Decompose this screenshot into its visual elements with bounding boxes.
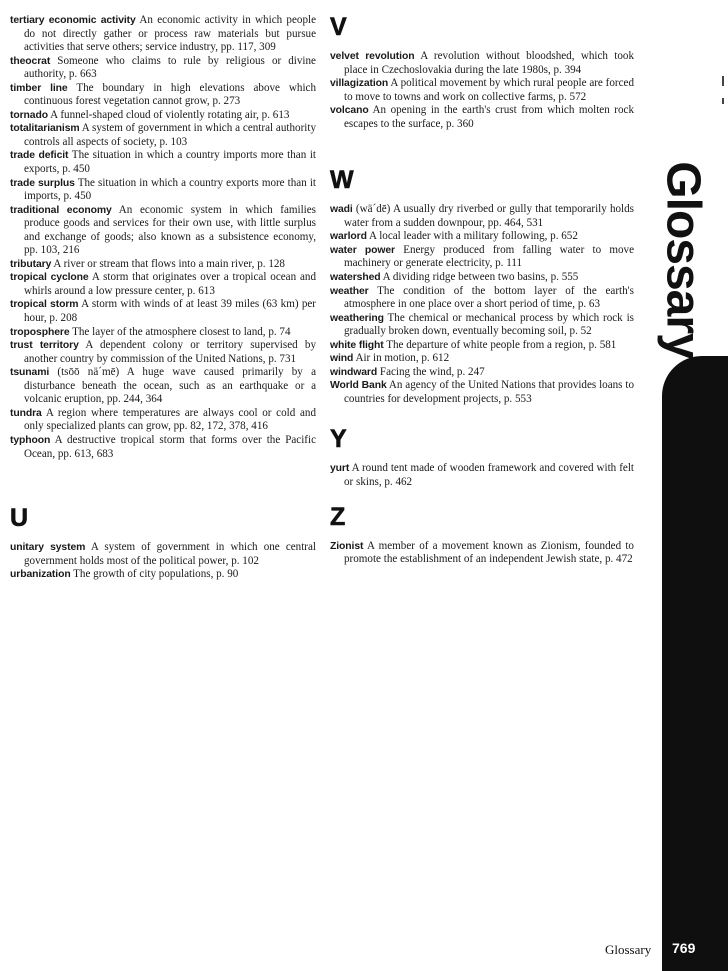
glossary-entry: [10, 258, 316, 272]
glossary-entry: [10, 55, 316, 82]
glossary-definition: A system of government in which one central government holds most of the political power, p. 102: [24, 541, 317, 567]
glossary-entry: [330, 77, 634, 104]
glossary-entry: [10, 339, 316, 366]
glossary-definition: Someone who claims to rule by religious or divine authority, p. 663: [24, 54, 316, 81]
glossary-definition: An opening in the earth's crust from which molten rock escapes to the surface, p. 360: [344, 104, 634, 130]
glossary-entry: [330, 104, 634, 131]
glossary-term: warlord: [330, 231, 367, 243]
glossary-definition: A river or stream that flows into a main river, p. 128: [53, 257, 285, 270]
glossary-term: weather: [330, 285, 369, 297]
glossary-term: theocrat: [10, 55, 51, 67]
glossary-entry: [10, 434, 316, 461]
print-mark: [722, 76, 724, 86]
glossary-term: traditional economy: [10, 204, 112, 216]
glossary-term: totalitarianism: [10, 123, 80, 135]
glossary-definition: The departure of white people from a region, p. 581: [386, 338, 617, 351]
glossary-definition: A member of a movement known as Zionism, founded to promote the establishment of an independent Jewish state, p. 472: [344, 539, 634, 566]
glossary-definition: The condition of the bottom layer of the earth's atmosphere in one place over a short period of time, p. 63: [344, 284, 634, 311]
glossary-definition: An economic system in which families produce goods and services for their own use, with little surplus and exchange of goods; also known as a subsistence economy, pp. 103, 216: [24, 203, 317, 257]
glossary-definition: A funnel-shaped cloud of violently rotating air, p. 613: [50, 108, 290, 121]
glossary-entry: [10, 366, 316, 407]
glossary-definition: A revolution without bloodshed, which took place in Czechoslovakia during the late 1980s, p. 394: [344, 50, 634, 76]
glossary-term: watershed: [330, 272, 381, 284]
glossary-definition: A storm that originates over a tropical ocean and whirls around a low pressure center, p. 613: [24, 271, 317, 297]
glossary-entry: [330, 50, 634, 77]
glossary-definition: A storm with winds of at least 39 miles (63 km) per hour, p. 208: [24, 298, 316, 325]
glossary-term: weathering: [330, 312, 384, 324]
glossary-term: unitary system: [10, 542, 86, 554]
section-letter-w: W: [330, 166, 354, 195]
glossary-definition: The situation in which a country exports more than it imports, p. 450: [24, 176, 316, 203]
glossary-definition: The layer of the atmosphere closest to land, p. 74: [72, 325, 291, 338]
section-letter-z: Z: [330, 502, 346, 531]
glossary-term: urbanization: [10, 569, 71, 581]
glossary-entry: [330, 339, 634, 353]
glossary-entry: [330, 540, 634, 567]
thumb-index-tab: [662, 356, 728, 971]
glossary-entry: [330, 230, 634, 244]
glossary-entry: [330, 352, 634, 366]
glossary-term: tropical storm: [10, 299, 79, 311]
glossary-definition: An agency of the United Nations that provides loans to countries for development projects, p. 553: [344, 379, 634, 405]
glossary-term: tributary: [10, 258, 52, 270]
glossary-definition: A dividing ridge between two basins, p. 555: [382, 271, 579, 284]
glossary-right-column: [330, 14, 634, 567]
glossary-definition: Facing the wind, p. 247: [379, 365, 485, 378]
section-letter-v: V: [330, 13, 347, 41]
glossary-entry: [10, 14, 316, 55]
glossary-entry: [10, 326, 316, 340]
glossary-definition: A region where temperatures are always cool or cold and only specialized plants can grow, pp. 82, 172, 378, 416: [24, 406, 316, 433]
glossary-definition: A political movement by which rural people are forced to move to towns and work on collective farms, p. 572: [344, 77, 634, 103]
glossary-definition: An economic activity in which people do not directly gather or process raw materials but pursue activities that serve others; service industry, pp. 117, 309: [24, 14, 317, 54]
glossary-term: wind: [330, 353, 354, 365]
glossary-entry: [330, 312, 634, 339]
glossary-definition: The situation in which a country imports more than it exports, p. 450: [24, 149, 316, 176]
glossary-definition: Air in motion, p. 612: [355, 352, 450, 365]
glossary-definition: (tsōō nä´mē) A huge wave caused primarily by a disturbance beneath the ocean, such as an earthquake or a volcanic eruption, pp. 244, 364: [24, 366, 316, 406]
glossary-entry: [10, 122, 316, 149]
glossary-entry: [330, 271, 634, 285]
glossary-term: troposphere: [10, 326, 70, 338]
glossary-entry: [330, 244, 634, 271]
glossary-definition: A destructive tropical storm that forms over the Pacific Ocean, pp. 613, 683: [24, 433, 316, 460]
glossary-entry: [10, 82, 316, 109]
side-tab-title-text: Glossary: [656, 161, 710, 359]
section-letter-y: Y: [330, 425, 347, 454]
side-tab-title: [654, 161, 712, 359]
glossary-definition: The boundary in high elevations above which continuous forest vegetation cannot grow, p. 273: [24, 81, 316, 108]
glossary-definition: The chemical or mechanical process by which rock is gradually broken down, eventually becoming soil, p. 52: [344, 311, 634, 338]
glossary-term: velvet revolution: [330, 51, 415, 62]
glossary-entry: [330, 462, 634, 489]
glossary-entry: [10, 298, 316, 325]
footer-section-label: Glossary: [605, 942, 652, 957]
glossary-term: trade surplus: [10, 177, 75, 189]
glossary-entry: [10, 149, 316, 176]
glossary-definition: A round tent made of wooden framework and covered with felt or skins, p. 462: [344, 462, 634, 489]
glossary-entry: [10, 541, 316, 568]
section-letter-u: U: [10, 504, 29, 533]
glossary-term: timber line: [10, 82, 68, 94]
glossary-term: Zionist: [330, 540, 364, 552]
glossary-definition: Energy produced from falling water to move machinery or generate electricity, p. 111: [344, 243, 634, 270]
glossary-entry: [10, 407, 316, 434]
glossary-term: volcano: [330, 105, 369, 117]
glossary-term: tornado: [10, 109, 48, 121]
glossary-term: typhoon: [10, 434, 51, 446]
glossary-entry: [330, 285, 634, 312]
glossary-entry: [10, 109, 316, 123]
glossary-term: villagization: [330, 78, 389, 90]
glossary-term: trade deficit: [10, 150, 69, 162]
glossary-definition: A local leader with a military following, p. 652: [369, 230, 578, 243]
glossary-entry: [10, 568, 316, 582]
glossary-term: tsunami: [10, 367, 50, 379]
glossary-term: tundra: [10, 407, 42, 419]
glossary-entry: [330, 366, 634, 380]
glossary-entry: [330, 379, 634, 406]
glossary-term: windward: [330, 366, 378, 378]
glossary-definition: (wä´dē) A usually dry riverbed or gully that temporarily holds water from a sudden downpour, pp. 464, 531: [344, 203, 634, 229]
glossary-term: yurt: [330, 463, 350, 475]
glossary-definition: A system of government in which a central authority controls all aspects of society, p. 103: [24, 122, 316, 148]
glossary-term: water power: [330, 244, 395, 256]
glossary-entry: [10, 271, 316, 298]
glossary-term: wadi: [330, 204, 353, 216]
glossary-left-column: [10, 14, 316, 582]
glossary-entry: [10, 204, 316, 258]
glossary-definition: A dependent colony or territory supervised by another country by commission of the United Nations, p. 731: [24, 339, 316, 365]
print-mark: [722, 98, 724, 104]
glossary-definition: The growth of city populations, p. 90: [73, 568, 239, 581]
glossary-entry: [10, 177, 316, 204]
glossary-term: World Bank: [330, 380, 387, 392]
glossary-term: trust territory: [10, 340, 79, 352]
page-number: 769: [672, 940, 696, 956]
glossary-term: white flight: [330, 339, 384, 351]
glossary-term: tropical cyclone: [10, 272, 89, 284]
glossary-entry: [330, 203, 634, 230]
glossary-term: tertiary economic activity: [10, 15, 136, 26]
